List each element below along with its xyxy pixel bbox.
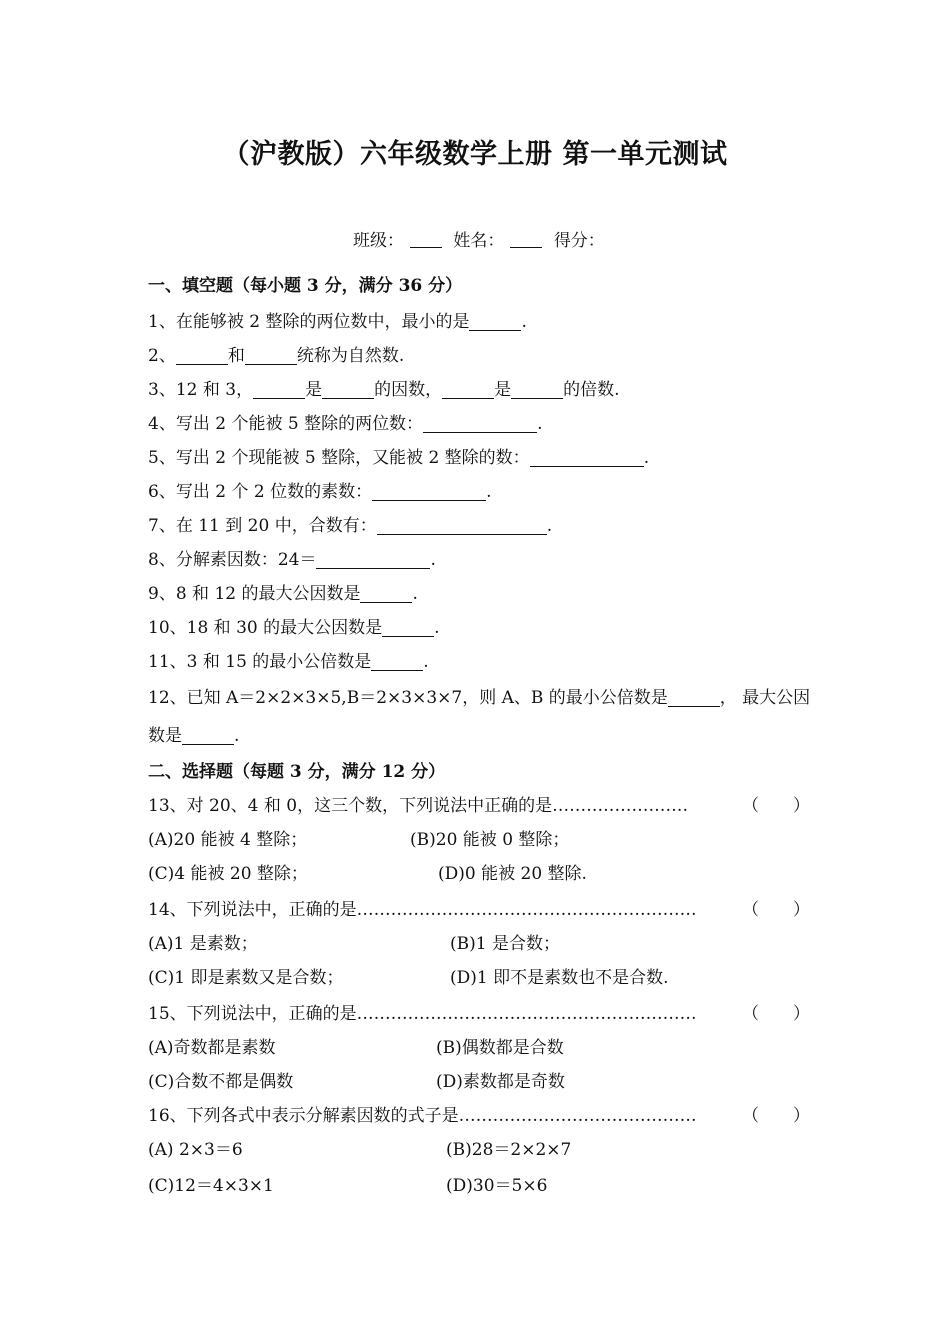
page-title: （沪教版）六年级数学上册 第一单元测试 bbox=[222, 139, 728, 170]
question-16-answer-paren[interactable]: （ ） bbox=[742, 1106, 810, 1126]
name-label: 姓名： bbox=[453, 231, 505, 251]
q13-option-b[interactable]: (B)20 能被 0 整除； bbox=[410, 830, 570, 850]
q13-option-d[interactable]: (D)0 能被 20 整除. bbox=[438, 864, 587, 884]
question-8: 8、分解素因数：24＝ . bbox=[148, 550, 436, 570]
student-info-line bbox=[353, 226, 605, 251]
q14-option-a[interactable]: (A)1 是素数； bbox=[148, 934, 258, 954]
class-blank[interactable] bbox=[410, 231, 442, 248]
q14-option-b[interactable]: (B)1 是合数； bbox=[450, 934, 560, 954]
question-12: 12、已知 A＝2×2×3×5,B＝2×3×3×7，则 A、B 的最小公倍数是 ， 最大公因 bbox=[148, 688, 811, 708]
answer-blank[interactable] bbox=[423, 414, 537, 433]
question-15-answer-paren[interactable]: （ ） bbox=[742, 1004, 810, 1024]
answer-blank[interactable] bbox=[372, 482, 486, 501]
q15-option-a[interactable]: (A)奇数都是素数 bbox=[148, 1038, 276, 1058]
question-14-stem: 14、下列说法中，正确的是…………………………………………………… bbox=[148, 900, 697, 920]
question-5: 5、写出 2 个现能被 5 整除，又能被 2 整除的数： . bbox=[148, 448, 650, 468]
question-14-answer-paren[interactable]: （ ） bbox=[742, 900, 810, 920]
score-label: 得分： bbox=[553, 231, 605, 251]
answer-blank[interactable] bbox=[668, 688, 720, 707]
question-4: 4、写出 2 个能被 5 整除的两位数： . bbox=[148, 414, 543, 434]
question-11: 11、3 和 15 的最小公倍数是 . bbox=[148, 652, 429, 672]
question-13-stem: 13、对 20、4 和 0，这三个数，下列说法中正确的是…………………… bbox=[148, 796, 689, 816]
question-12-continued: 数是 . bbox=[148, 726, 240, 746]
question-6: 6、写出 2 个 2 位数的素数： . bbox=[148, 482, 492, 502]
answer-blank[interactable] bbox=[382, 618, 434, 637]
answer-blank[interactable] bbox=[442, 380, 494, 399]
answer-blank[interactable] bbox=[371, 652, 423, 671]
q15-option-c[interactable]: (C)合数不都是偶数 bbox=[148, 1072, 294, 1092]
q16-option-a[interactable]: (A) 2×3＝6 bbox=[148, 1140, 243, 1160]
name-blank[interactable] bbox=[510, 231, 542, 248]
q14-option-d[interactable]: (D)1 即不是素数也不是合数. bbox=[450, 968, 669, 988]
answer-blank[interactable] bbox=[245, 346, 297, 365]
answer-blank[interactable] bbox=[316, 550, 430, 569]
q16-option-d[interactable]: (D)30＝5×6 bbox=[446, 1176, 548, 1196]
question-2: 2、 和 统称为自然数. bbox=[148, 346, 405, 366]
question-16-stem: 16、下列各式中表示分解素因数的式子是…………………………………… bbox=[148, 1106, 697, 1126]
answer-blank[interactable] bbox=[182, 726, 234, 745]
q15-option-b[interactable]: (B)偶数都是合数 bbox=[436, 1038, 564, 1058]
answer-blank[interactable] bbox=[469, 312, 521, 331]
section2-heading: 二、选择题（每题 3 分，满分 12 分） bbox=[148, 762, 446, 782]
answer-blank[interactable] bbox=[176, 346, 228, 365]
q13-option-c[interactable]: (C)4 能被 20 整除； bbox=[148, 864, 308, 884]
section1-heading: 一、填空题（每小题 3 分，满分 36 分） bbox=[148, 276, 463, 296]
question-7: 7、在 11 到 20 中，合数有： . bbox=[148, 516, 553, 536]
answer-blank[interactable] bbox=[253, 380, 305, 399]
q13-option-a[interactable]: (A)20 能被 4 整除； bbox=[148, 830, 308, 850]
q15-option-d[interactable]: (D)素数都是奇数 bbox=[436, 1072, 565, 1092]
class-label: 班级： bbox=[353, 231, 404, 251]
answer-blank[interactable] bbox=[511, 380, 563, 399]
answer-blank[interactable] bbox=[322, 380, 374, 399]
q16-option-b[interactable]: (B)28＝2×2×7 bbox=[446, 1140, 572, 1160]
question-10: 10、18 和 30 的最大公因数是 . bbox=[148, 618, 440, 638]
q16-option-c[interactable]: (C)12＝4×3×1 bbox=[148, 1176, 274, 1196]
question-3: 3、12 和 3， 是 的因数， 是 的倍数. bbox=[148, 380, 620, 400]
question-13-answer-paren[interactable]: （ ） bbox=[742, 796, 810, 816]
question-1: 1、在能够被 2 整除的两位数中，最小的是 . bbox=[148, 312, 527, 332]
answer-blank[interactable] bbox=[530, 448, 644, 467]
q14-option-c[interactable]: (C)1 即是素数又是合数； bbox=[148, 968, 344, 988]
answer-blank[interactable] bbox=[377, 516, 547, 535]
question-9: 9、8 和 12 的最大公因数是 . bbox=[148, 584, 418, 604]
answer-blank[interactable] bbox=[360, 584, 412, 603]
question-15-stem: 15、下列说法中，正确的是…………………………………………………… bbox=[148, 1004, 697, 1024]
